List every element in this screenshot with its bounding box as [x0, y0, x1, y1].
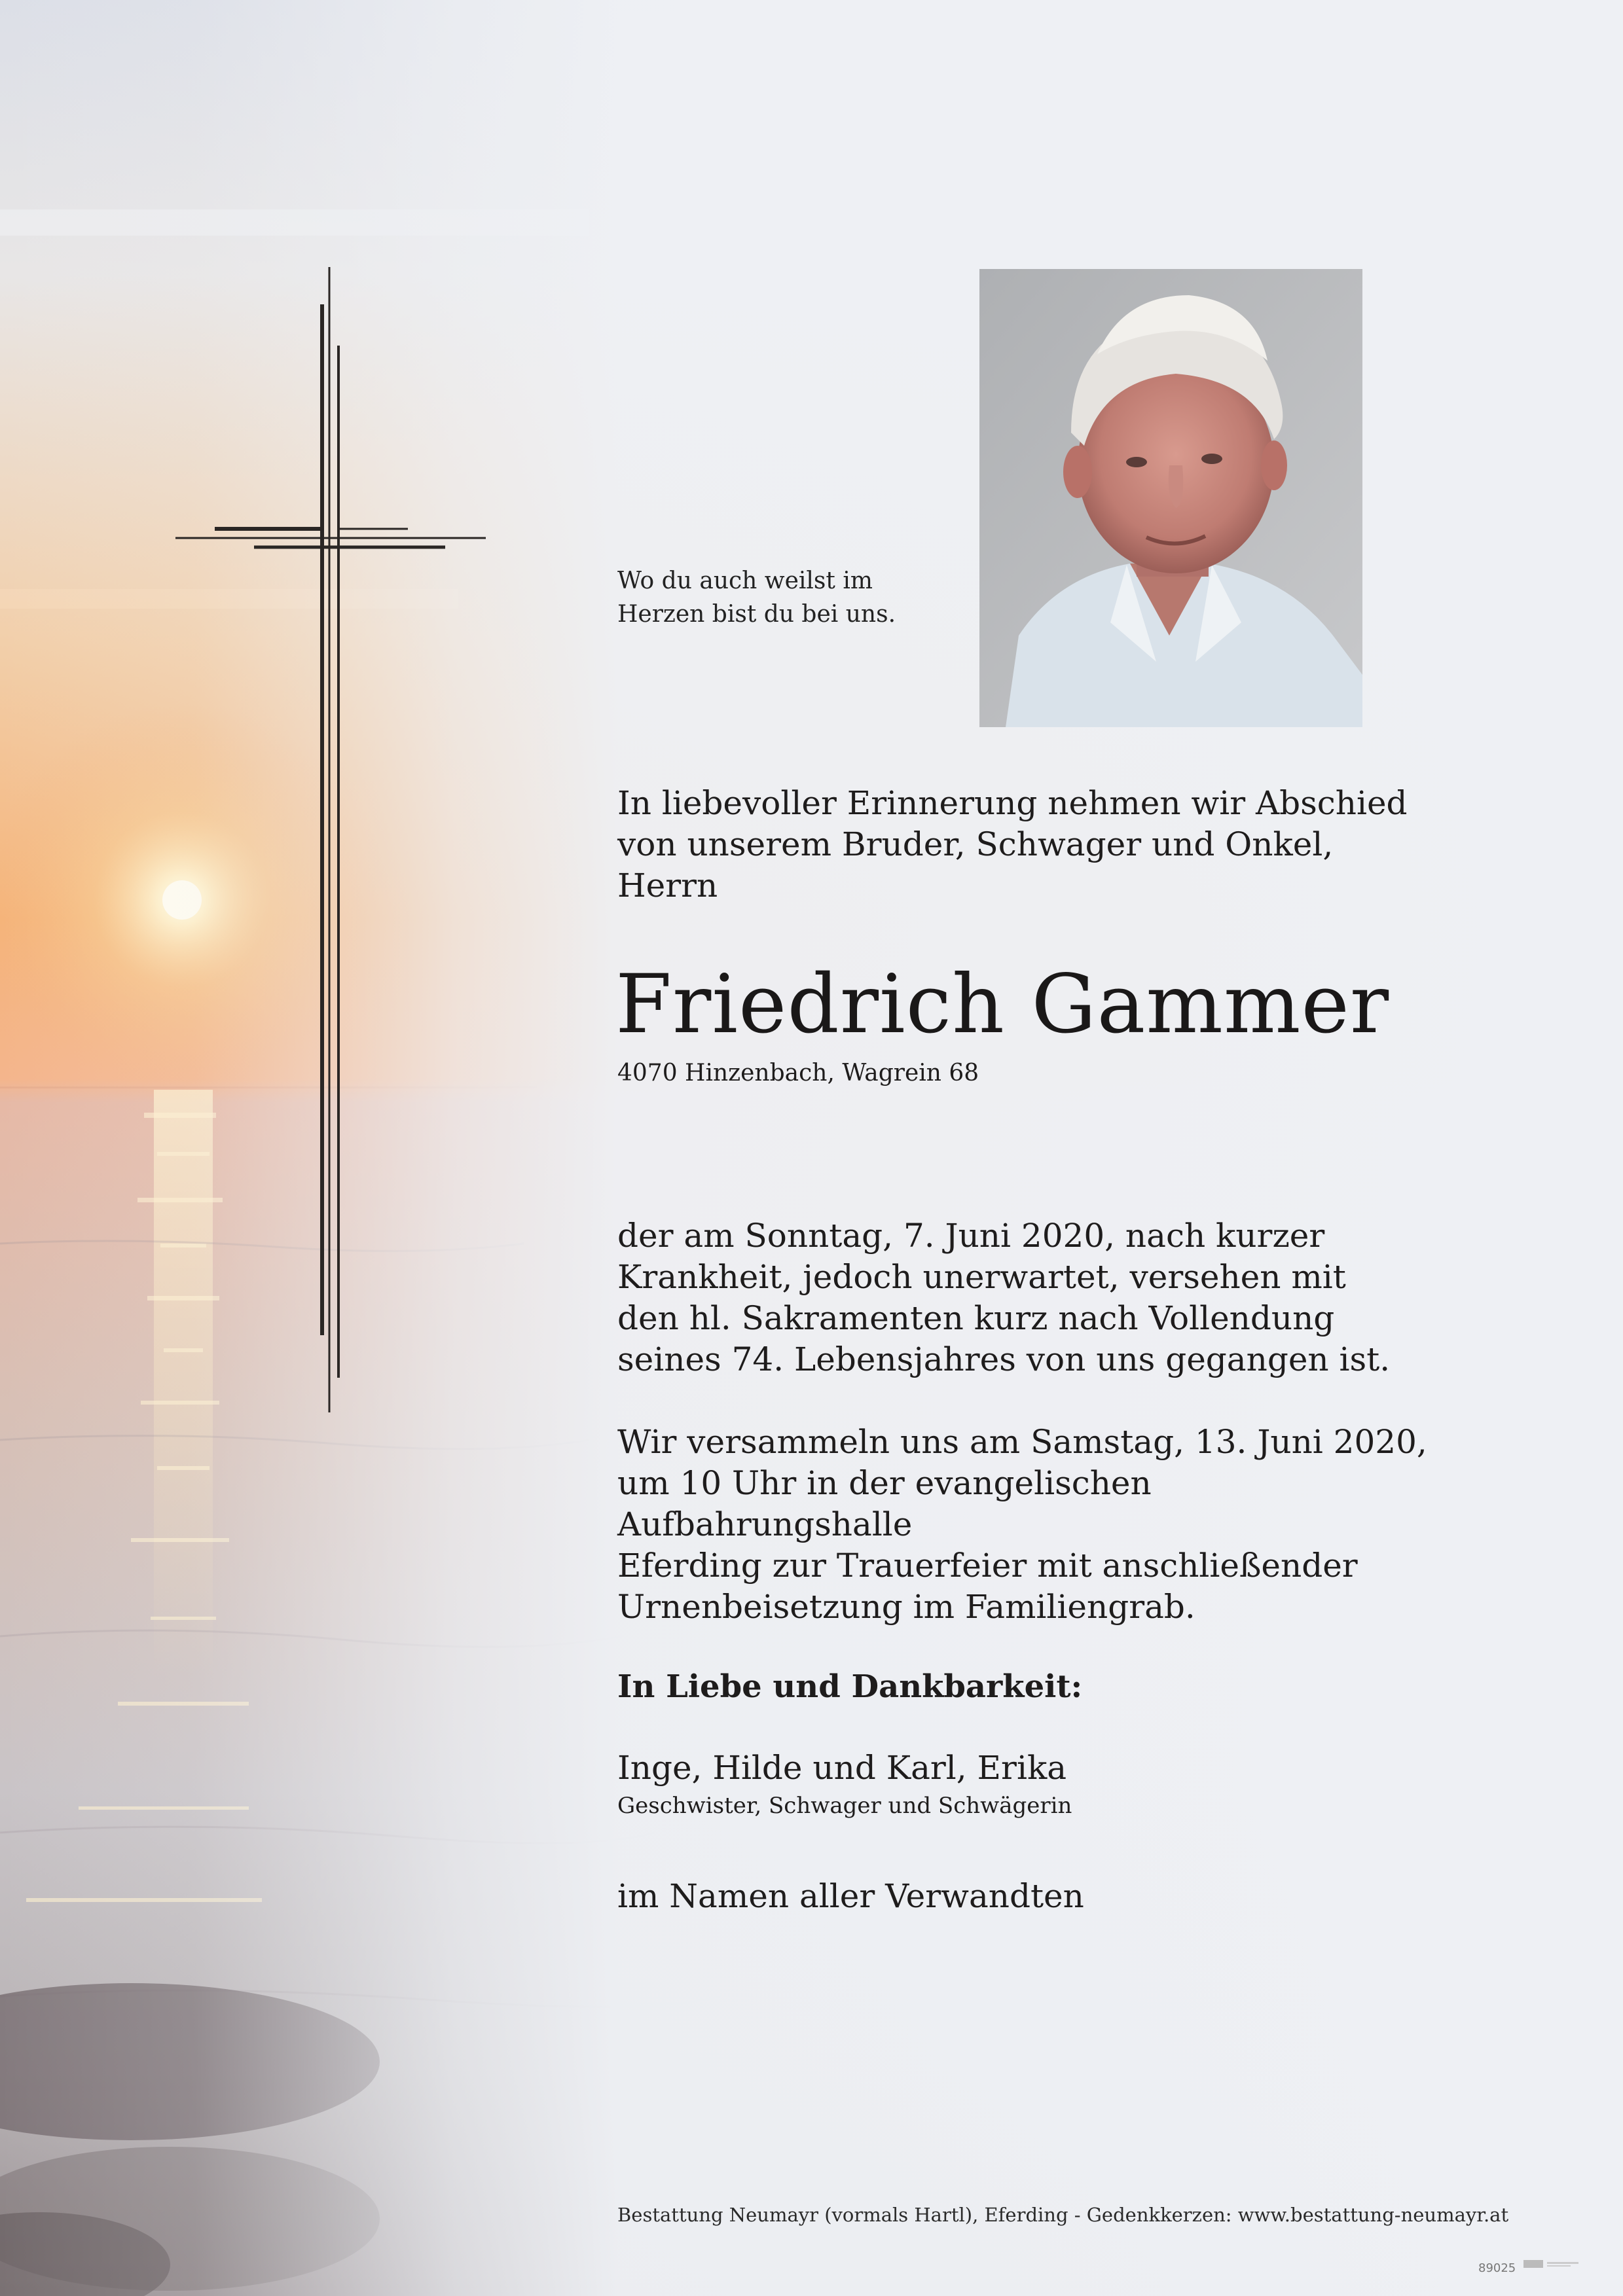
- death-notice-line-4: seines 74. Lebensjahres von uns gegangen ist.: [617, 1340, 1391, 1378]
- deceased-name: Friedrich Gammer: [615, 958, 1390, 1052]
- printer-logo-icon: [1522, 2256, 1581, 2272]
- ceremony-line-1: Wir versammeln uns am Samstag, 13. Juni 2020,: [617, 1423, 1427, 1461]
- christian-cross-icon: [170, 262, 498, 1420]
- intro-text: [617, 783, 1416, 906]
- thanks-heading: In Liebe und Dankbarkeit:: [617, 1668, 1083, 1705]
- memorial-motto: [617, 564, 958, 631]
- mourner-names: Inge, Hilde und Karl, Erika: [617, 1749, 1067, 1787]
- funeral-home-footer: Bestattung Neumayr (vormals Hartl), Eferding - Gedenkkerzen: www.bestattung-neumayr.at: [617, 2204, 1509, 2226]
- deceased-address: 4070 Hinzenbach, Wagrein 68: [617, 1060, 979, 1086]
- death-notice-line-1: der am Sonntag, 7. Juni 2020, nach kurzer: [617, 1217, 1325, 1255]
- death-notice-text: [617, 1215, 1436, 1380]
- document-code: 89025: [1478, 2261, 1516, 2275]
- motto-line-1: Wo du auch weilst im: [617, 567, 873, 594]
- ceremony-text: [617, 1422, 1436, 1628]
- portrait-photo: [979, 269, 1362, 727]
- ceremony-line-4: Urnenbeisetzung im Familiengrab.: [617, 1588, 1195, 1626]
- mourner-relation: Geschwister, Schwager und Schwägerin: [617, 1793, 1072, 1819]
- ceremony-line-3: Eferding zur Trauerfeier mit anschließender: [617, 1547, 1358, 1585]
- intro-line-1: In liebevoller Erinnerung nehmen wir Abschied: [617, 784, 1408, 822]
- motto-line-2: Herzen bist du bei uns.: [617, 601, 896, 628]
- intro-line-3: Herrn: [617, 867, 718, 905]
- death-notice-line-3: den hl. Sakramenten kurz nach Vollendung: [617, 1299, 1335, 1337]
- death-notice-line-2: Krankheit, jedoch unerwartet, versehen mit: [617, 1258, 1346, 1296]
- intro-line-2: von unserem Bruder, Schwager und Onkel,: [617, 825, 1334, 863]
- ceremony-line-2: um 10 Uhr in der evangelischen Aufbahrungshalle: [617, 1464, 1152, 1543]
- closing-line: im Namen aller Verwandten: [617, 1877, 1084, 1915]
